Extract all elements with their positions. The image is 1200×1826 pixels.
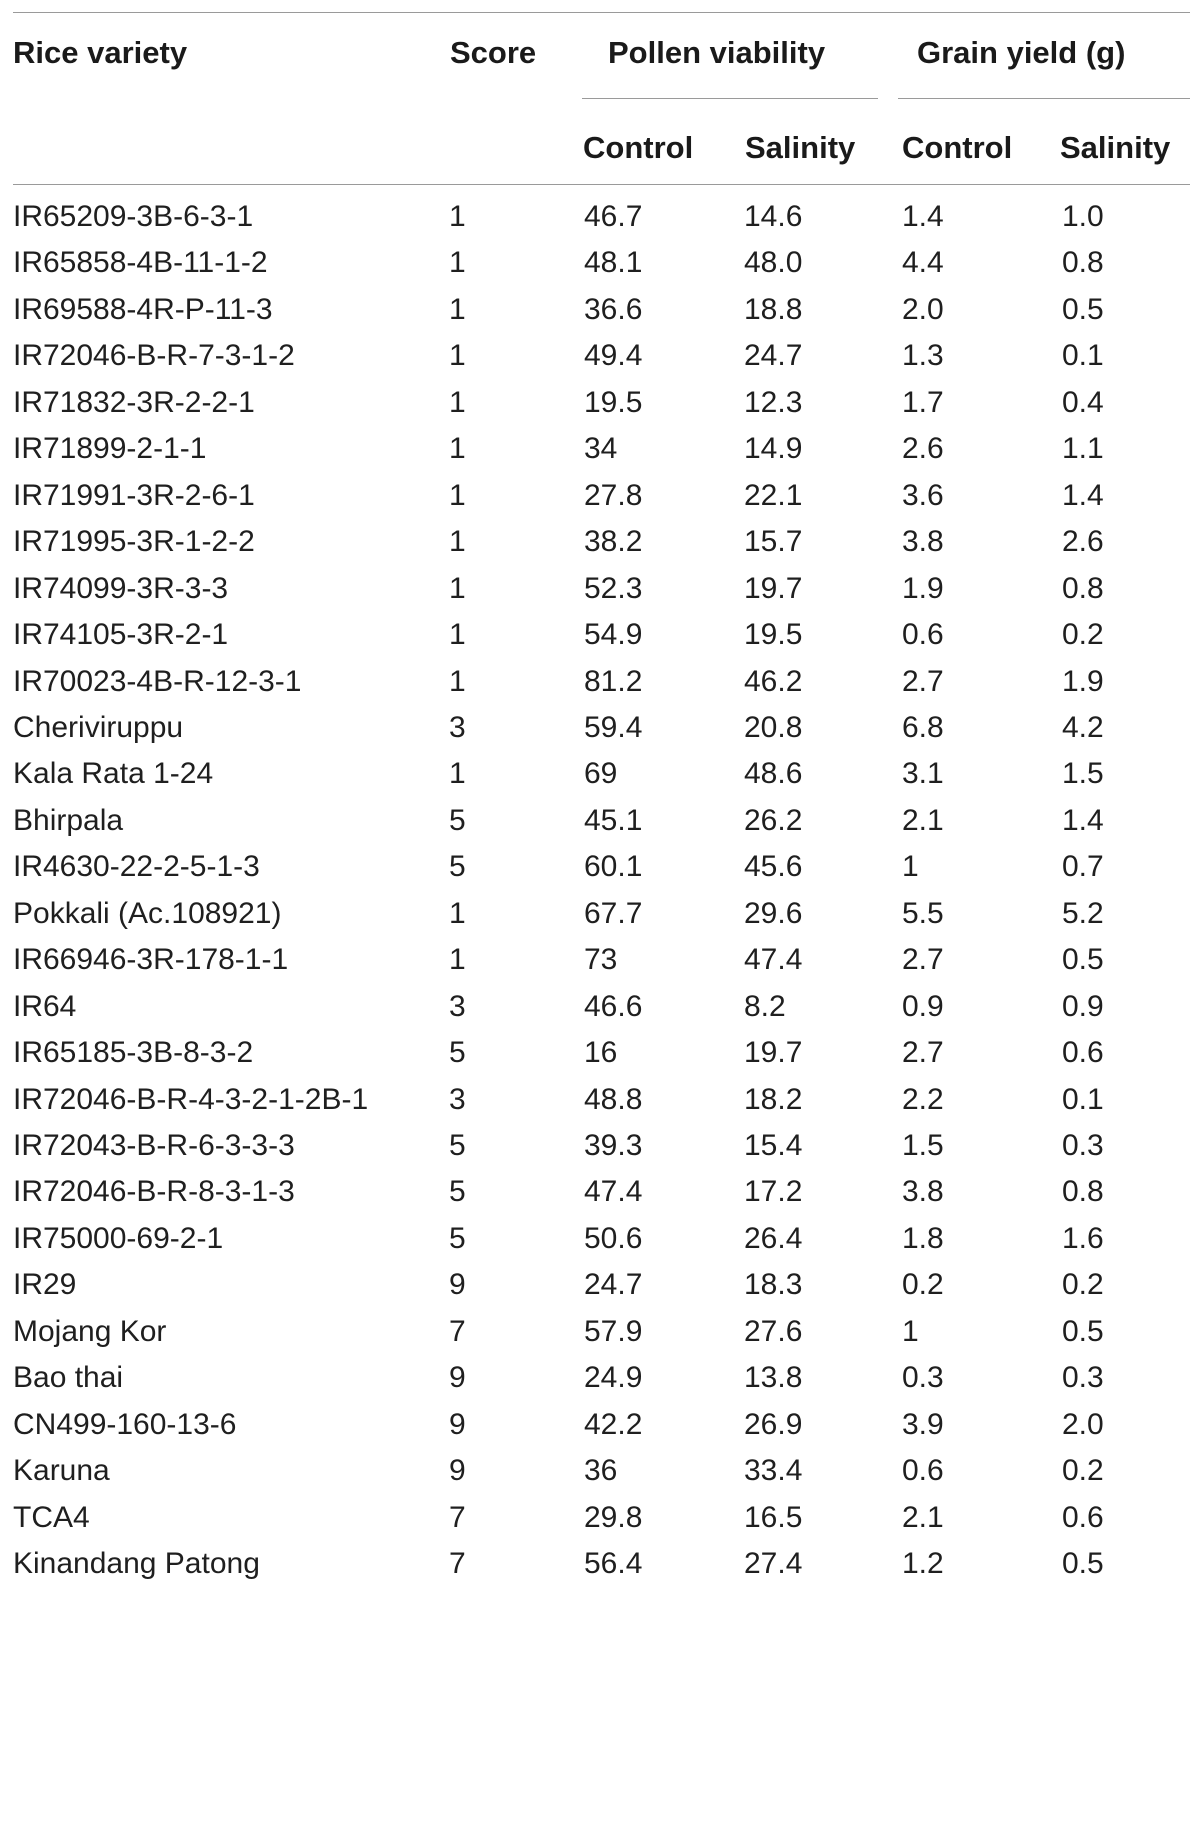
cell-grain-salinity: 0.6 (1062, 1036, 1104, 1070)
cell-grain-control: 0.2 (902, 1268, 944, 1302)
cell-score: 7 (449, 1547, 466, 1581)
cell-score: 9 (449, 1407, 466, 1441)
cell-score: 9 (449, 1454, 466, 1488)
grain-group-rule (898, 98, 1190, 99)
cell-pollen-control: 48.8 (584, 1082, 643, 1116)
cell-score: 1 (449, 432, 466, 466)
cell-pollen-salinity: 19.5 (744, 618, 803, 652)
cell-grain-control: 3.9 (902, 1407, 944, 1441)
cell-grain-control: 3.6 (902, 478, 944, 512)
header-bottom-rule (13, 184, 1190, 185)
cell-rice-variety: IR70023-4B-R-12-3-1 (13, 664, 302, 698)
cell-pollen-control: 39.3 (584, 1129, 643, 1162)
cell-pollen-control: 54.9 (584, 618, 643, 652)
cell-pollen-salinity: 48.0 (744, 246, 803, 280)
cell-grain-control: 1.5 (902, 1129, 944, 1162)
cell-pollen-salinity: 17.2 (744, 1175, 803, 1209)
cell-score: 5 (449, 1221, 466, 1255)
cell-grain-control: 3.1 (902, 757, 944, 791)
cell-score: 1 (449, 246, 466, 280)
cell-rice-variety: IR29 (13, 1268, 77, 1302)
cell-grain-salinity: 2.0 (1062, 1407, 1104, 1441)
header-pollen-viability: Pollen viability (608, 35, 826, 70)
cell-rice-variety: Kala Rata 1-24 (13, 757, 214, 791)
cell-score: 1 (449, 896, 466, 930)
cell-grain-control: 2.2 (902, 1082, 944, 1116)
cell-rice-variety: Karuna (13, 1454, 110, 1488)
header-grain-yield: Grain yield (g) (917, 35, 1126, 70)
cell-score: 1 (449, 664, 466, 698)
cell-score: 9 (449, 1361, 466, 1395)
cell-pollen-salinity: 45.6 (744, 850, 803, 884)
cell-pollen-control: 29.8 (584, 1500, 643, 1534)
cell-score: 1 (449, 292, 466, 326)
cell-pollen-salinity: 8.2 (744, 989, 786, 1023)
cell-grain-control: 3.8 (902, 1175, 944, 1209)
cell-score: 5 (449, 1129, 466, 1162)
cell-score: 1 (449, 339, 466, 373)
cell-pollen-control: 67.7 (584, 896, 643, 930)
cell-pollen-salinity: 27.6 (744, 1314, 803, 1348)
cell-pollen-control: 36 (584, 1454, 618, 1488)
cell-grain-salinity: 1.9 (1062, 664, 1104, 698)
cell-score: 1 (449, 385, 466, 419)
cell-pollen-salinity: 48.6 (744, 757, 803, 791)
cell-score: 7 (449, 1314, 466, 1348)
cell-rice-variety: IR71991-3R-2-6-1 (13, 478, 255, 512)
cell-grain-control: 0.3 (902, 1361, 944, 1395)
cell-rice-variety: Bhirpala (13, 803, 124, 837)
cell-pollen-salinity: 16.5 (744, 1500, 803, 1534)
cell-grain-salinity: 0.8 (1062, 1175, 1104, 1209)
cell-rice-variety: Bao thai (13, 1361, 124, 1395)
cell-pollen-salinity: 47.4 (744, 943, 803, 977)
cell-pollen-control: 60.1 (584, 850, 643, 884)
cell-pollen-salinity: 33.4 (744, 1454, 803, 1488)
cell-pollen-control: 50.6 (584, 1221, 643, 1255)
cell-grain-salinity: 0.7 (1062, 850, 1104, 884)
cell-pollen-salinity: 15.4 (744, 1129, 803, 1162)
cell-rice-variety: TCA4 (13, 1500, 90, 1534)
cell-grain-control: 1.7 (902, 385, 944, 419)
header-grain-control: Control (902, 130, 1013, 165)
cell-rice-variety: CN499-160-13-6 (13, 1407, 237, 1441)
cell-grain-salinity: 0.5 (1062, 943, 1104, 977)
table-row (13, 1537, 1190, 1591)
cell-score: 3 (449, 1082, 466, 1116)
cell-grain-salinity: 1.5 (1062, 757, 1104, 791)
cell-pollen-salinity: 14.6 (744, 200, 803, 233)
cell-grain-control: 1.4 (902, 200, 944, 233)
header-pollen-salinity: Salinity (745, 130, 856, 165)
cell-grain-control: 1.3 (902, 339, 944, 373)
cell-pollen-salinity: 26.4 (744, 1221, 803, 1255)
cell-grain-control: 1 (902, 1314, 919, 1348)
cell-rice-variety: IR71832-3R-2-2-1 (13, 385, 255, 419)
cell-pollen-salinity: 14.9 (744, 432, 803, 466)
cell-grain-salinity: 0.1 (1062, 339, 1104, 373)
cell-rice-variety: IR74105-3R-2-1 (13, 618, 229, 652)
cell-grain-salinity: 1.1 (1062, 432, 1104, 466)
cell-grain-salinity: 5.2 (1062, 896, 1104, 930)
cell-grain-control: 2.1 (902, 1500, 944, 1534)
cell-pollen-control: 52.3 (584, 571, 643, 605)
cell-pollen-control: 49.4 (584, 339, 643, 373)
cell-rice-variety: IR69588-4R-P-11-3 (13, 292, 273, 326)
cell-grain-control: 4.4 (902, 246, 944, 280)
cell-grain-control: 2.7 (902, 664, 944, 698)
cell-pollen-salinity: 18.2 (744, 1082, 803, 1116)
cell-grain-control: 1.8 (902, 1221, 944, 1255)
cell-pollen-control: 69 (584, 757, 618, 791)
cell-score: 1 (449, 525, 466, 559)
cell-grain-salinity: 0.2 (1062, 1268, 1104, 1302)
cell-score: 7 (449, 1500, 466, 1534)
cell-grain-salinity: 0.3 (1062, 1129, 1104, 1162)
cell-score: 5 (449, 803, 466, 837)
cell-grain-control: 2.1 (902, 803, 944, 837)
cell-rice-variety: Kinandang Patong (13, 1547, 260, 1581)
cell-score: 1 (449, 943, 466, 977)
cell-pollen-salinity: 29.6 (744, 896, 803, 930)
cell-pollen-control: 45.1 (584, 803, 643, 837)
cell-pollen-salinity: 22.1 (744, 478, 803, 512)
cell-score: 5 (449, 1036, 466, 1070)
cell-grain-salinity: 0.1 (1062, 1082, 1104, 1116)
cell-grain-control: 2.6 (902, 432, 944, 466)
cell-pollen-salinity: 12.3 (744, 385, 803, 419)
cell-score: 5 (449, 850, 466, 884)
cell-rice-variety: IR75000-69-2-1 (13, 1221, 224, 1255)
cell-score: 1 (449, 618, 466, 652)
cell-pollen-control: 46.6 (584, 989, 643, 1023)
cell-rice-variety: Cheriviruppu (13, 710, 184, 744)
cell-rice-variety: IR72043-B-R-6-3-3-3 (13, 1129, 295, 1162)
cell-rice-variety: IR72046-B-R-7-3-1-2 (13, 339, 295, 373)
cell-score: 5 (449, 1175, 466, 1209)
cell-score: 3 (449, 710, 466, 744)
cell-grain-salinity: 0.6 (1062, 1500, 1104, 1534)
cell-grain-control: 1.2 (902, 1547, 944, 1581)
cell-rice-variety: IR65185-3B-8-3-2 (13, 1036, 254, 1070)
header-score: Score (450, 35, 537, 70)
cell-rice-variety: IR71899-2-1-1 (13, 432, 207, 466)
cell-rice-variety: IR71995-3R-1-2-2 (13, 525, 255, 559)
cell-pollen-salinity: 26.2 (744, 803, 803, 837)
cell-pollen-salinity: 19.7 (744, 571, 803, 605)
cell-score: 1 (449, 478, 466, 512)
cell-pollen-control: 57.9 (584, 1314, 643, 1348)
header-rice-variety: Rice variety (13, 35, 188, 70)
cell-pollen-control: 38.2 (584, 525, 643, 559)
cell-rice-variety: IR72046-B-R-8-3-1-3 (13, 1175, 295, 1209)
cell-rice-variety: IR64 (13, 989, 77, 1023)
cell-rice-variety: IR74099-3R-3-3 (13, 571, 229, 605)
cell-pollen-control: 27.8 (584, 478, 643, 512)
cell-score: 9 (449, 1268, 466, 1302)
cell-grain-salinity: 1.4 (1062, 803, 1104, 837)
cell-pollen-salinity: 19.7 (744, 1036, 803, 1070)
cell-pollen-control: 34 (584, 432, 618, 466)
cell-pollen-salinity: 26.9 (744, 1407, 803, 1441)
cell-grain-salinity: 0.8 (1062, 246, 1104, 280)
cell-pollen-control: 24.9 (584, 1361, 643, 1395)
cell-pollen-control: 19.5 (584, 385, 643, 419)
cell-score: 1 (449, 571, 466, 605)
cell-rice-variety: IR72046-B-R-4-3-2-1-2B-1 (13, 1082, 369, 1116)
table-top-rule (13, 12, 1190, 13)
cell-grain-control: 1.9 (902, 571, 944, 605)
cell-rice-variety: Pokkali (Ac.108921) (13, 896, 282, 930)
cell-grain-control: 6.8 (902, 710, 944, 744)
cell-grain-salinity: 0.5 (1062, 1314, 1104, 1348)
cell-grain-salinity: 0.2 (1062, 1454, 1104, 1488)
cell-grain-salinity: 4.2 (1062, 710, 1104, 744)
cell-grain-salinity: 1.0 (1062, 200, 1104, 233)
cell-pollen-control: 47.4 (584, 1175, 643, 1209)
cell-rice-variety: IR66946-3R-178-1-1 (13, 943, 289, 977)
cell-pollen-control: 81.2 (584, 664, 643, 698)
cell-grain-control: 0.6 (902, 1454, 944, 1488)
cell-pollen-salinity: 24.7 (744, 339, 803, 373)
cell-grain-control: 2.7 (902, 1036, 944, 1070)
cell-pollen-control: 46.7 (584, 200, 643, 233)
cell-grain-salinity: 1.4 (1062, 478, 1104, 512)
cell-pollen-control: 42.2 (584, 1407, 643, 1441)
cell-pollen-control: 73 (584, 943, 618, 977)
cell-pollen-control: 36.6 (584, 292, 643, 326)
cell-pollen-control: 48.1 (584, 246, 643, 280)
cell-score: 1 (449, 200, 466, 233)
cell-grain-salinity: 0.3 (1062, 1361, 1104, 1395)
cell-pollen-control: 16 (584, 1036, 618, 1070)
cell-rice-variety: IR65858-4B-11-1-2 (13, 246, 268, 280)
cell-grain-control: 2.7 (902, 943, 944, 977)
cell-pollen-salinity: 27.4 (744, 1547, 803, 1581)
cell-pollen-salinity: 13.8 (744, 1361, 803, 1395)
cell-pollen-salinity: 18.3 (744, 1268, 803, 1302)
cell-rice-variety: IR65209-3B-6-3-1 (13, 200, 254, 233)
cell-pollen-salinity: 18.8 (744, 292, 803, 326)
cell-grain-control: 3.8 (902, 525, 944, 559)
cell-grain-control: 0.9 (902, 989, 944, 1023)
cell-pollen-salinity: 46.2 (744, 664, 803, 698)
cell-pollen-salinity: 20.8 (744, 710, 803, 744)
pollen-group-rule (582, 98, 878, 99)
cell-rice-variety: Mojang Kor (13, 1314, 167, 1348)
cell-grain-salinity: 0.5 (1062, 292, 1104, 326)
cell-grain-salinity: 1.6 (1062, 1221, 1104, 1255)
cell-pollen-control: 59.4 (584, 710, 643, 744)
cell-grain-salinity: 0.9 (1062, 989, 1104, 1023)
cell-rice-variety: IR4630-22-2-5-1-3 (13, 850, 260, 884)
cell-grain-control: 2.0 (902, 292, 944, 326)
cell-grain-control: 1 (902, 850, 919, 884)
cell-grain-salinity: 0.4 (1062, 385, 1104, 419)
cell-grain-salinity: 0.8 (1062, 571, 1104, 605)
cell-score: 3 (449, 989, 466, 1023)
header-pollen-control: Control (583, 130, 694, 165)
cell-score: 1 (449, 757, 466, 791)
cell-grain-salinity: 2.6 (1062, 525, 1104, 559)
cell-pollen-control: 24.7 (584, 1268, 643, 1302)
cell-grain-salinity: 0.5 (1062, 1547, 1104, 1581)
header-grain-salinity: Salinity (1060, 130, 1171, 165)
cell-grain-control: 0.6 (902, 618, 944, 652)
cell-grain-control: 5.5 (902, 896, 944, 930)
cell-grain-salinity: 0.2 (1062, 618, 1104, 652)
cell-pollen-control: 56.4 (584, 1547, 643, 1581)
cell-pollen-salinity: 15.7 (744, 525, 803, 559)
